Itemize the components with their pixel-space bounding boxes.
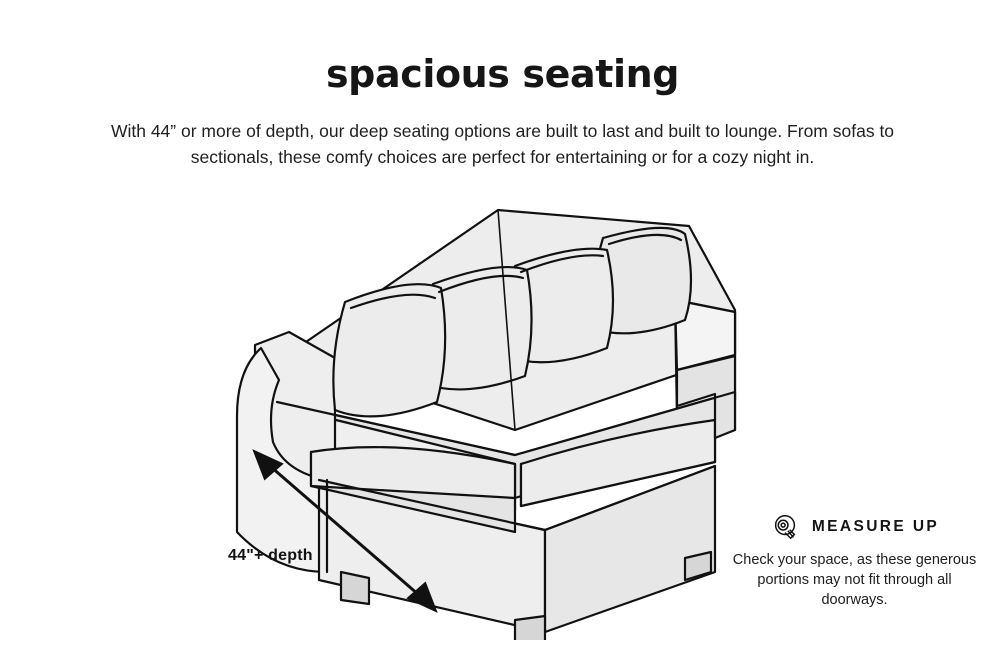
sofa-illustration (215, 180, 805, 640)
page-title: spacious seating (325, 52, 680, 96)
depth-dimension-arrow (235, 442, 535, 642)
measure-up-title: MEASURE UP (811, 518, 940, 535)
depth-measurement-label: 44"+ depth (228, 547, 313, 564)
measure-up-body: Check your space, as these generous portions may not fit through all doorways. (732, 552, 977, 608)
measure-up-header (732, 512, 977, 542)
measure-up-callout (732, 512, 977, 610)
page-description: With 44” or more of depth, our deep seating options are built to last and built to lounge. From sofas to sectionals, these comfy choices are perfect for entertaining or for a cozy night in. (110, 121, 895, 167)
tape-measure-icon (770, 512, 800, 542)
